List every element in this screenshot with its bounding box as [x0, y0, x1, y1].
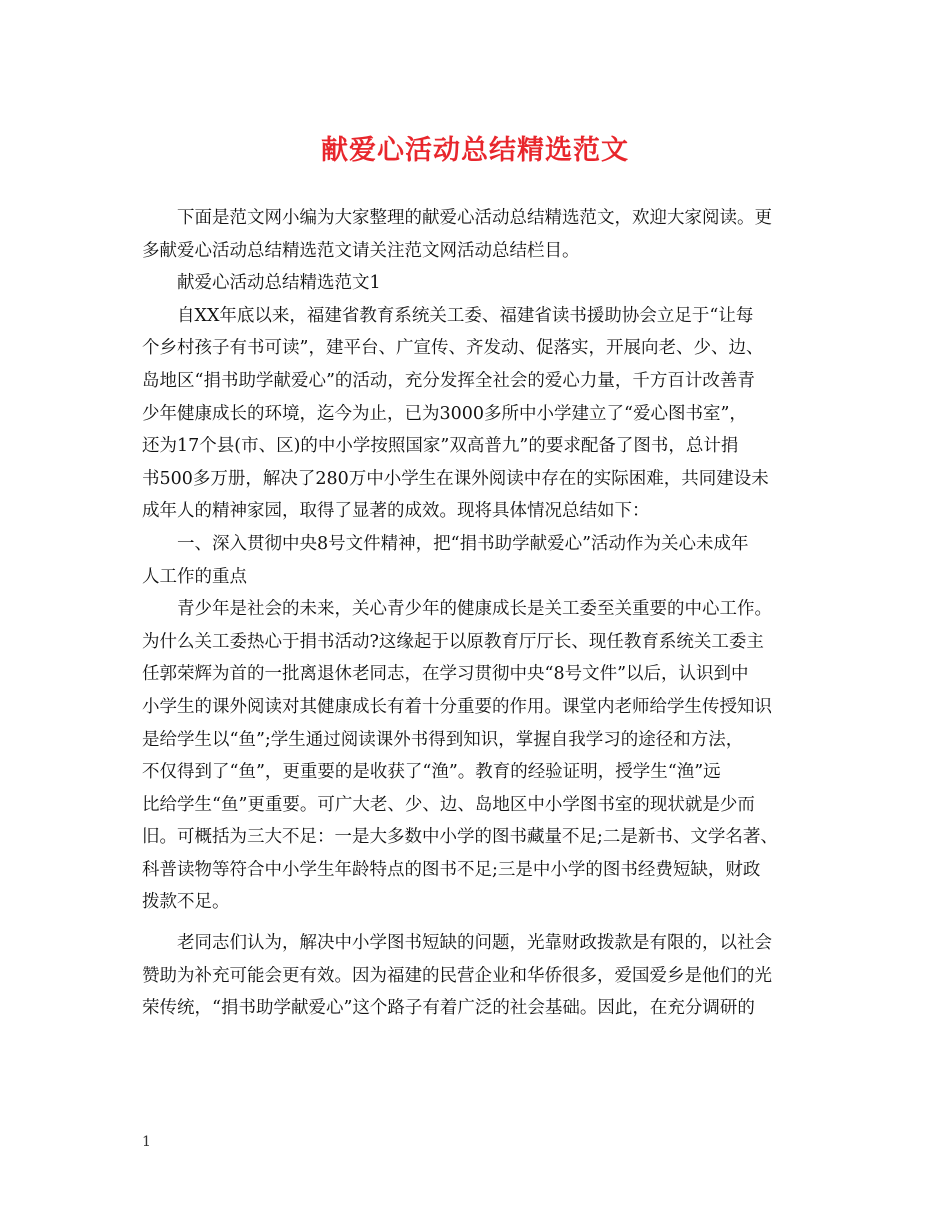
text-line: 为什么关工委热心于捐书活动?这缘起于以原教育厅厅长、现任教育系统关工委主	[142, 631, 764, 652]
text-line: 个乡村孩子有书可读”，建平台、广宣传、齐发动、促落实，开展向老、少、边、	[142, 338, 764, 359]
text-line: 不仅得到了“鱼”，更重要的是收获了“渔”。教育的经验证明，授学生“渔”远	[142, 762, 721, 783]
text-line: 人工作的重点	[142, 566, 247, 587]
text-line: 自XX年底以来，福建省教育系统关工委、福建省读书援助协会立足于“让每	[142, 305, 754, 326]
page-number: 1	[142, 1134, 151, 1150]
text-line: 一、深入贯彻中央8号文件精神，把“捐书助学献爱心”活动作为关心未成年	[142, 533, 749, 554]
text-line: 成年人的精神家园，取得了显著的成效。现将具体情况总结如下：	[142, 501, 650, 522]
text-line: 老同志们认为，解决中小学图书短缺的问题，光靠财政拨款是有限的，以社会	[142, 933, 772, 954]
text-line: 小学生的课外阅读对其健康成长有着十分重要的作用。课堂内老师给学生传授知识	[142, 696, 772, 717]
text-line: 荣传统，“捐书助学献爱心”这个路子有着广泛的社会基础。因此，在充分调研的	[142, 998, 755, 1019]
text-line: 赞助为补充可能会更有效。因为福建的民营企业和华侨很多，爱国爱乡是他们的光	[142, 965, 772, 986]
text-line: 比给学生“鱼”更重要。可广大老、少、边、岛地区中小学图书室的现状就是少而	[142, 794, 755, 815]
text-line: 拨款不足。	[142, 892, 230, 913]
text-line: 献爱心活动总结精选范文1	[142, 273, 381, 294]
text-line: 下面是范文网小编为大家整理的献爱心活动总结精选范文，欢迎大家阅读。更	[142, 208, 772, 228]
text-line: 少年健康成长的环境，迄今为止，已为3000多所中小学建立了“爱心图书室”，	[142, 403, 747, 424]
text-line: 任郭荣辉为首的一批离退休老同志，在学习贯彻中央“8号文件”以后，认识到中	[142, 664, 749, 685]
text-line: 旧。可概括为三大不足：一是大多数中小学的图书藏量不足;二是新书、文学名著、	[142, 827, 778, 848]
paragraph-gap	[142, 919, 820, 927]
text-line: 科普读物等符合中小学生年龄特点的图书不足;三是中小学的图书经费短缺，财政	[142, 859, 761, 880]
text-line: 是给学生以“鱼”;学生通过阅读课外书得到知识，掌握自我学习的途径和方法，	[142, 729, 744, 750]
text-line: 书500多万册，解决了280万中小学生在课外阅读中存在的实际困难，共同建设未	[142, 468, 769, 489]
document-title: 献爱心活动总结精选范文	[321, 135, 629, 166]
text-line: 岛地区“捐书助学献爱心”的活动，充分发挥全社会的爱心力量，千方百计改善青	[142, 370, 755, 391]
text-line: 还为17个县(市、区)的中小学按照国家”双高普九”的要求配备了图书，总计捐	[142, 436, 739, 457]
text-line: 青少年是社会的未来，关心青少年的健康成长是关工委至关重要的中心工作。	[142, 599, 772, 620]
document-body	[142, 202, 820, 1025]
text-line: 多献爱心活动总结精选范文请关注范文网活动总结栏目。	[142, 240, 580, 261]
